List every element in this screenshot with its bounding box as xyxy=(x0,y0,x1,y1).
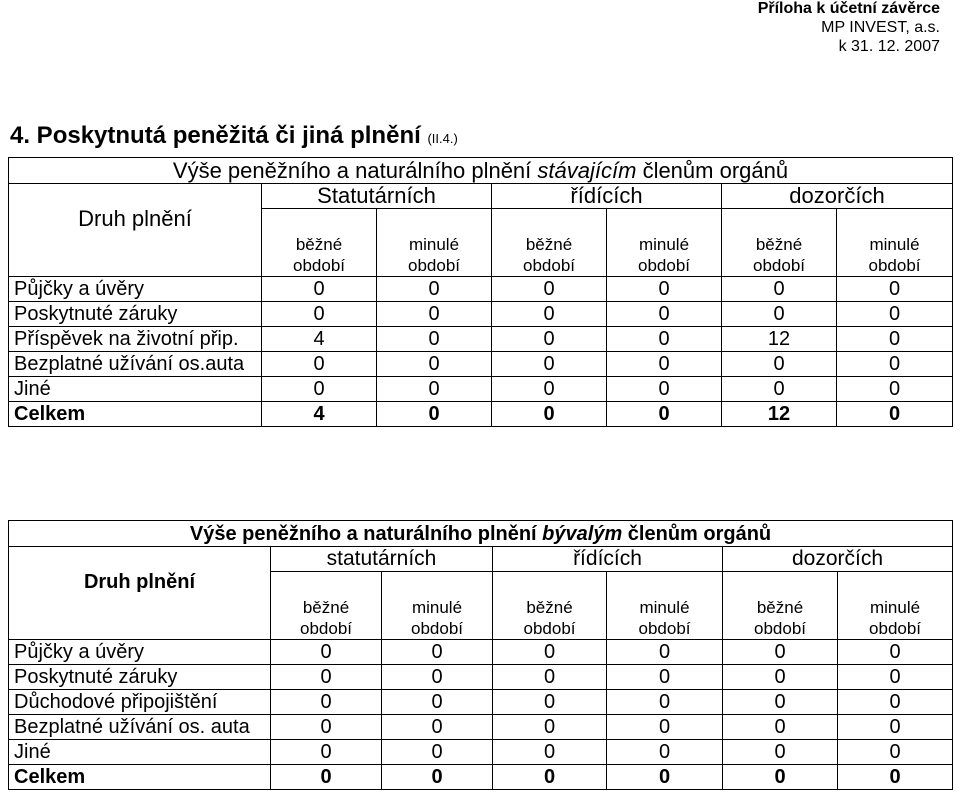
row-label: Půjčky a úvěry xyxy=(9,277,262,302)
total-row xyxy=(9,402,953,427)
table-row xyxy=(9,377,953,402)
report-date: k 31. 12. 2007 xyxy=(838,38,940,55)
value-cell: 12 xyxy=(722,327,837,352)
row-label: Poskytnuté záruky xyxy=(9,302,262,327)
total-value: 0 xyxy=(838,765,953,790)
table-title-row xyxy=(9,521,953,547)
total-label: Celkem xyxy=(9,402,262,427)
row-label: Jiné xyxy=(9,377,262,402)
period-current xyxy=(723,572,838,640)
period-label: běžné xyxy=(756,598,804,617)
table-title-text: členům orgánů xyxy=(642,157,789,183)
value-cell: 0 xyxy=(607,277,722,302)
row-label: Bezplatné užívání os.auta xyxy=(9,352,262,377)
value-cell: 0 xyxy=(723,690,838,715)
row-type-header: Druh plnění xyxy=(9,547,271,640)
period-label: běžné xyxy=(525,235,573,254)
row-label: Poskytnuté záruky xyxy=(9,665,271,690)
table-row xyxy=(9,302,953,327)
table-row xyxy=(9,715,953,740)
value-cell: 0 xyxy=(837,377,953,402)
value-cell: 0 xyxy=(493,715,607,740)
table-row xyxy=(9,740,953,765)
value-cell: 0 xyxy=(382,640,493,665)
value-cell: 0 xyxy=(607,715,723,740)
period-label: minulé xyxy=(869,598,921,617)
period-label: běžné xyxy=(755,235,803,254)
period-previous xyxy=(607,572,723,640)
current-members-table xyxy=(8,157,953,427)
total-value: 0 xyxy=(837,402,953,427)
former-members-table xyxy=(8,520,953,790)
value-cell: 4 xyxy=(262,327,377,352)
period-current xyxy=(271,572,382,640)
value-cell: 0 xyxy=(377,302,492,327)
table-title xyxy=(9,158,953,184)
total-value: 0 xyxy=(493,765,607,790)
value-cell: 0 xyxy=(722,302,837,327)
table-row xyxy=(9,352,953,377)
period-word: období xyxy=(638,256,690,275)
value-cell: 0 xyxy=(382,740,493,765)
value-cell: 0 xyxy=(607,640,723,665)
value-cell: 0 xyxy=(723,740,838,765)
value-cell: 0 xyxy=(382,665,493,690)
value-cell: 0 xyxy=(607,327,722,352)
period-label: minulé xyxy=(638,235,690,254)
value-cell: 0 xyxy=(722,352,837,377)
total-value: 0 xyxy=(607,765,723,790)
table-row xyxy=(9,327,953,352)
value-cell: 0 xyxy=(838,690,953,715)
period-label: běžné xyxy=(302,598,350,617)
period-current xyxy=(262,209,377,277)
period-previous xyxy=(377,209,492,277)
total-value: 0 xyxy=(607,402,722,427)
value-cell: 0 xyxy=(837,327,953,352)
value-cell: 0 xyxy=(271,665,382,690)
period-word: období xyxy=(408,256,460,275)
value-cell: 0 xyxy=(382,690,493,715)
period-word: období xyxy=(523,619,576,638)
value-cell: 0 xyxy=(838,665,953,690)
value-cell: 0 xyxy=(492,352,607,377)
period-label: minulé xyxy=(869,235,920,254)
period-word: období xyxy=(868,256,921,275)
value-cell: 0 xyxy=(723,640,838,665)
period-word: období xyxy=(523,256,575,275)
period-previous xyxy=(837,209,953,277)
period-label: minulé xyxy=(408,235,460,254)
row-type-header: Druh plnění xyxy=(9,184,262,277)
total-row xyxy=(9,765,953,790)
table-title-text: Výše peněžního a naturálního plnění xyxy=(172,157,532,183)
row-label: Jiné xyxy=(9,740,271,765)
total-label: Celkem xyxy=(9,765,271,790)
section-reference: (II.4.) xyxy=(427,131,458,146)
total-value: 4 xyxy=(262,402,377,427)
group-executive: řídících xyxy=(493,547,723,572)
value-cell: 0 xyxy=(838,640,953,665)
value-cell: 0 xyxy=(377,377,492,402)
table-row xyxy=(9,665,953,690)
row-label: Důchodové připojištění xyxy=(9,690,271,715)
table-title xyxy=(9,521,953,547)
table-title-text: Výše peněžního a naturálního plnění xyxy=(189,522,537,545)
company-name: MP INVEST, a.s. xyxy=(821,19,940,36)
value-cell: 0 xyxy=(262,377,377,402)
value-cell: 0 xyxy=(722,377,837,402)
period-current xyxy=(722,209,837,277)
value-cell: 0 xyxy=(493,740,607,765)
total-value: 0 xyxy=(382,765,493,790)
total-value: 0 xyxy=(271,765,382,790)
value-cell: 0 xyxy=(723,715,838,740)
period-word: období xyxy=(300,619,352,638)
table-title-row xyxy=(9,158,953,184)
value-cell: 0 xyxy=(377,327,492,352)
total-value: 0 xyxy=(377,402,492,427)
value-cell: 0 xyxy=(837,277,953,302)
group-executive: řídících xyxy=(492,184,722,209)
value-cell: 0 xyxy=(837,352,953,377)
value-cell: 0 xyxy=(262,352,377,377)
value-cell: 0 xyxy=(262,277,377,302)
table-row xyxy=(9,690,953,715)
period-label: běžné xyxy=(295,235,343,254)
group-statutory: Statutárních xyxy=(262,184,492,209)
period-current xyxy=(493,572,607,640)
period-word: období xyxy=(293,256,345,275)
period-word: období xyxy=(754,619,806,638)
value-cell: 0 xyxy=(607,740,723,765)
value-cell: 0 xyxy=(492,377,607,402)
period-label: minulé xyxy=(639,598,690,617)
row-label: Bezplatné užívání os. auta xyxy=(9,715,271,740)
total-value: 0 xyxy=(492,402,607,427)
period-word: období xyxy=(753,256,805,275)
annex-title: Příloha k účetní závěrce xyxy=(757,0,940,17)
value-cell: 0 xyxy=(607,302,722,327)
value-cell: 0 xyxy=(493,665,607,690)
group-header-row xyxy=(9,184,953,209)
row-label: Půjčky a úvěry xyxy=(9,640,271,665)
total-value: 0 xyxy=(723,765,838,790)
period-current xyxy=(492,209,607,277)
value-cell: 0 xyxy=(492,302,607,327)
table-title-text: členům orgánů xyxy=(627,522,772,545)
table-row xyxy=(9,277,953,302)
value-cell: 0 xyxy=(271,740,382,765)
value-cell: 0 xyxy=(271,690,382,715)
period-previous xyxy=(607,209,722,277)
group-header-row xyxy=(9,547,953,572)
value-cell: 0 xyxy=(382,715,493,740)
value-cell: 0 xyxy=(723,665,838,690)
value-cell: 0 xyxy=(838,715,953,740)
value-cell: 0 xyxy=(493,640,607,665)
value-cell: 0 xyxy=(492,327,607,352)
value-cell: 0 xyxy=(722,277,837,302)
total-value: 12 xyxy=(722,402,837,427)
value-cell: 0 xyxy=(271,715,382,740)
value-cell: 0 xyxy=(377,277,492,302)
period-word: období xyxy=(411,619,463,638)
period-previous xyxy=(382,572,493,640)
period-label: běžné xyxy=(526,598,573,617)
value-cell: 0 xyxy=(837,302,953,327)
period-label: minulé xyxy=(411,598,463,617)
group-statutory: statutárních xyxy=(271,547,493,572)
table-title-emphasis: bývalým xyxy=(542,522,623,545)
value-cell: 0 xyxy=(262,302,377,327)
value-cell: 0 xyxy=(607,352,722,377)
value-cell: 0 xyxy=(493,690,607,715)
period-word: období xyxy=(638,619,691,638)
section-title-text: 4. Poskytnutá peněžitá či jiná plnění xyxy=(10,122,421,149)
table-row xyxy=(9,640,953,665)
group-supervisory: dozorčích xyxy=(723,547,953,572)
row-label: Příspěvek na životní přip. xyxy=(9,327,262,352)
table-title-emphasis: stávajícím xyxy=(537,157,637,183)
period-word: období xyxy=(869,619,922,638)
value-cell: 0 xyxy=(607,690,723,715)
value-cell: 0 xyxy=(377,352,492,377)
value-cell: 0 xyxy=(607,377,722,402)
section-title xyxy=(10,122,458,153)
value-cell: 0 xyxy=(838,740,953,765)
group-supervisory: dozorčích xyxy=(722,184,953,209)
value-cell: 0 xyxy=(271,640,382,665)
period-previous xyxy=(838,572,953,640)
value-cell: 0 xyxy=(492,277,607,302)
value-cell: 0 xyxy=(607,665,723,690)
document-header xyxy=(758,0,940,56)
